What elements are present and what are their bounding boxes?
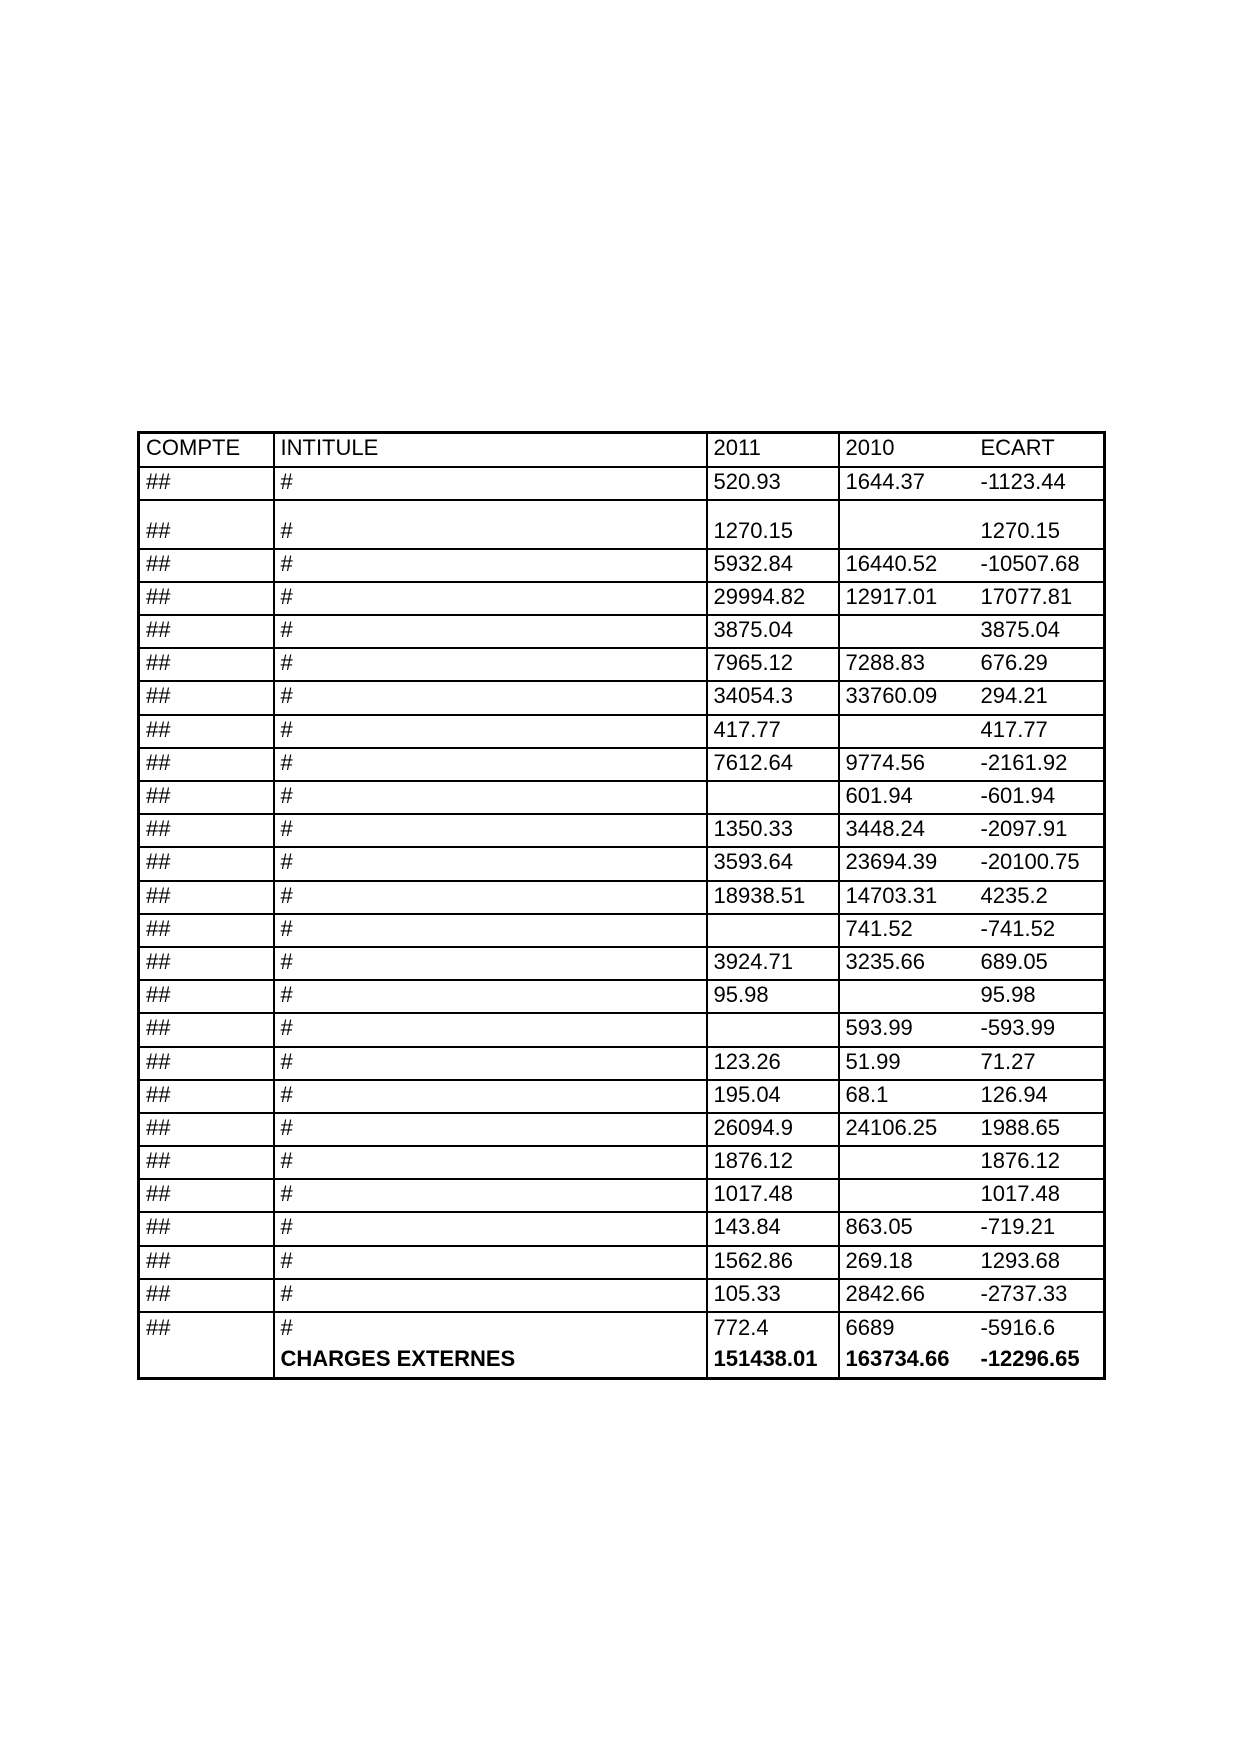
cell-intitule: CHARGES EXTERNES [274,1345,707,1378]
table-row [139,947,1105,980]
table-row [139,980,1105,1013]
cell-intitule: # [274,1212,707,1245]
cell-2010: 593.99 [839,1013,975,1046]
cell-2011: 1270.15 [707,500,839,549]
cell-ecart: 676.29 [975,648,1105,681]
cell-intitule: # [274,549,707,582]
cell-compte: ## [139,1113,274,1146]
cell-2010: 601.94 [839,781,975,814]
table-row [139,1047,1105,1080]
cell-ecart: -593.99 [975,1013,1105,1046]
cell-compte: ## [139,881,274,914]
cell-2011: 151438.01 [707,1345,839,1378]
cell-intitule: # [274,1246,707,1279]
cell-2010: 741.52 [839,914,975,947]
cell-compte: ## [139,1146,274,1179]
table-row [139,881,1105,914]
cell-ecart: 1876.12 [975,1146,1105,1179]
cell-2011: 143.84 [707,1212,839,1245]
cell-intitule: # [274,1279,707,1312]
cell-compte [139,1345,274,1378]
cell-2010 [839,980,975,1013]
table-row [139,467,1105,500]
cell-compte: ## [139,1013,274,1046]
cell-2011: 5932.84 [707,549,839,582]
cell-intitule: # [274,781,707,814]
cell-ecart: -719.21 [975,1212,1105,1245]
cell-2010: 14703.31 [839,881,975,914]
cell-2011: 26094.9 [707,1113,839,1146]
cell-2011: 195.04 [707,1080,839,1113]
column-header-2010: 2010 [839,433,975,467]
cell-2011: 95.98 [707,980,839,1013]
cell-intitule: # [274,814,707,847]
cell-2010: 68.1 [839,1080,975,1113]
cell-2011: 18938.51 [707,881,839,914]
cell-ecart: 417.77 [975,715,1105,748]
cell-ecart: 3875.04 [975,615,1105,648]
cell-ecart: -5916.6 [975,1312,1105,1345]
cell-ecart: -741.52 [975,914,1105,947]
cell-ecart: 1988.65 [975,1113,1105,1146]
table-row [139,1146,1105,1179]
cell-ecart: 294.21 [975,681,1105,714]
cell-2010 [839,1146,975,1179]
cell-2011: 3593.64 [707,847,839,880]
cell-ecart: -2737.33 [975,1279,1105,1312]
cell-intitule: # [274,715,707,748]
cell-ecart: 1017.48 [975,1179,1105,1212]
cell-intitule: # [274,980,707,1013]
cell-2010: 33760.09 [839,681,975,714]
column-header-compte: COMPTE [139,433,274,467]
table-row [139,715,1105,748]
cell-2010: 2842.66 [839,1279,975,1312]
cell-intitule: # [274,847,707,880]
cell-compte: ## [139,715,274,748]
cell-intitule: # [274,1013,707,1046]
table-row [139,1246,1105,1279]
cell-2010 [839,715,975,748]
table-row [139,500,1105,549]
cell-compte: ## [139,1312,274,1345]
table-row [139,748,1105,781]
cell-ecart: -10507.68 [975,549,1105,582]
cell-ecart: -20100.75 [975,847,1105,880]
cell-intitule: # [274,914,707,947]
cell-compte: ## [139,748,274,781]
table-row [139,814,1105,847]
table-row [139,582,1105,615]
cell-intitule: # [274,881,707,914]
cell-2010: 3448.24 [839,814,975,847]
cell-intitule: # [274,467,707,500]
cell-ecart: 71.27 [975,1047,1105,1080]
table-row [139,1179,1105,1212]
cell-2010 [839,615,975,648]
table-row [139,1113,1105,1146]
cell-compte: ## [139,582,274,615]
cell-ecart: -12296.65 [975,1345,1105,1378]
cell-compte: ## [139,1047,274,1080]
table-row [139,1080,1105,1113]
total-row [139,1345,1105,1378]
cell-ecart: 126.94 [975,1080,1105,1113]
cell-2011 [707,914,839,947]
cell-compte: ## [139,914,274,947]
cell-2010: 7288.83 [839,648,975,681]
cell-2010: 24106.25 [839,1113,975,1146]
cell-intitule: # [274,681,707,714]
table-row [139,615,1105,648]
table-row [139,1212,1105,1245]
cell-2010 [839,500,975,549]
cell-compte: ## [139,980,274,1013]
cell-2011: 520.93 [707,467,839,500]
cell-compte: ## [139,1246,274,1279]
table-row [139,549,1105,582]
cell-compte: ## [139,549,274,582]
cell-compte: ## [139,1179,274,1212]
cell-compte: ## [139,467,274,500]
cell-2011 [707,781,839,814]
header-row [139,433,1105,467]
cell-ecart: -601.94 [975,781,1105,814]
cell-intitule: # [274,1312,707,1345]
cell-intitule: # [274,1080,707,1113]
column-header-intitule: INTITULE [274,433,707,467]
spreadsheet-print-area [137,431,1106,1380]
cell-compte: ## [139,847,274,880]
cell-compte: ## [139,681,274,714]
table-row [139,847,1105,880]
cell-intitule: # [274,582,707,615]
cell-2010: 1644.37 [839,467,975,500]
cell-2011: 1562.86 [707,1246,839,1279]
cell-2011: 3924.71 [707,947,839,980]
cell-2011: 772.4 [707,1312,839,1345]
cell-2011: 417.77 [707,715,839,748]
cell-compte: ## [139,1212,274,1245]
cell-intitule: # [274,748,707,781]
cell-ecart: 689.05 [975,947,1105,980]
cell-intitule: # [274,648,707,681]
cell-2011: 34054.3 [707,681,839,714]
cell-compte: ## [139,1080,274,1113]
cell-2010: 51.99 [839,1047,975,1080]
cell-2010: 23694.39 [839,847,975,880]
cell-2010: 863.05 [839,1212,975,1245]
cell-ecart: -2097.91 [975,814,1105,847]
cell-2011: 29994.82 [707,582,839,615]
cell-intitule: # [274,947,707,980]
cell-2010: 3235.66 [839,947,975,980]
cell-ecart: -1123.44 [975,467,1105,500]
cell-2010: 6689 [839,1312,975,1345]
table-row [139,648,1105,681]
cell-intitule: # [274,1047,707,1080]
cell-compte: ## [139,500,274,549]
cell-2010: 12917.01 [839,582,975,615]
cell-2011: 123.26 [707,1047,839,1080]
cell-2011: 105.33 [707,1279,839,1312]
cell-ecart: 4235.2 [975,881,1105,914]
cell-ecart: -2161.92 [975,748,1105,781]
cell-intitule: # [274,1179,707,1212]
table-row [139,1279,1105,1312]
cell-compte: ## [139,814,274,847]
cell-intitule: # [274,1146,707,1179]
cell-ecart: 17077.81 [975,582,1105,615]
table-row [139,681,1105,714]
financial-table [137,431,1106,1380]
cell-2010: 269.18 [839,1246,975,1279]
cell-compte: ## [139,947,274,980]
cell-2010: 16440.52 [839,549,975,582]
column-header-2011: 2011 [707,433,839,467]
cell-2011: 1017.48 [707,1179,839,1212]
cell-compte: ## [139,615,274,648]
cell-2011: 3875.04 [707,615,839,648]
cell-ecart: 1293.68 [975,1246,1105,1279]
cell-intitule: # [274,500,707,549]
cell-2011: 1876.12 [707,1146,839,1179]
cell-2011: 1350.33 [707,814,839,847]
table-row [139,1013,1105,1046]
cell-2011: 7965.12 [707,648,839,681]
cell-2011 [707,1013,839,1046]
cell-intitule: # [274,615,707,648]
cell-ecart: 1270.15 [975,500,1105,549]
table-row [139,1312,1105,1345]
column-header-ecart: ECART [975,433,1105,467]
cell-compte: ## [139,648,274,681]
cell-2010: 9774.56 [839,748,975,781]
table-row [139,781,1105,814]
table-row [139,914,1105,947]
table-body [139,467,1105,1379]
cell-compte: ## [139,781,274,814]
cell-intitule: # [274,1113,707,1146]
cell-2010 [839,1179,975,1212]
cell-ecart: 95.98 [975,980,1105,1013]
cell-2011: 7612.64 [707,748,839,781]
cell-compte: ## [139,1279,274,1312]
cell-2010: 163734.66 [839,1345,975,1378]
